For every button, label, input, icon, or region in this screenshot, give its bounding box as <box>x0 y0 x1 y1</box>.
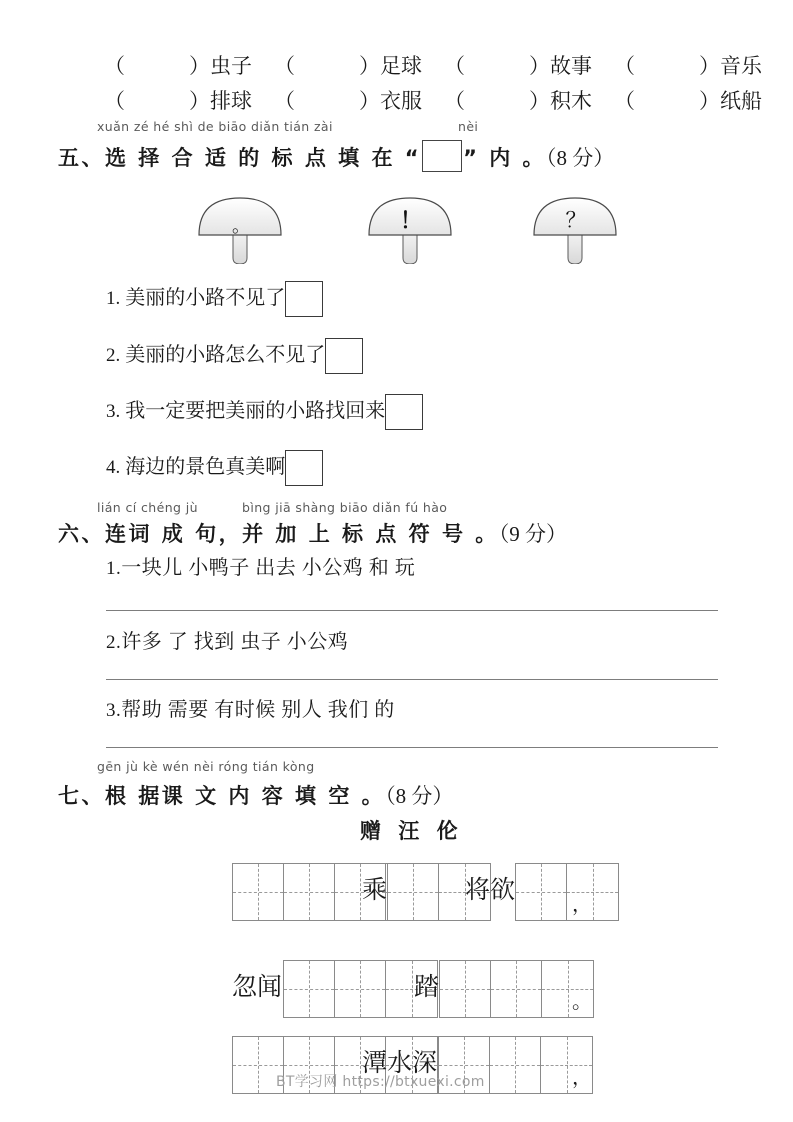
punctuation-sentence-1 <box>106 281 323 317</box>
answer-box[interactable] <box>325 338 363 374</box>
poem-cell[interactable] <box>388 864 439 920</box>
paren-open: （ <box>614 89 635 113</box>
poem-cell[interactable] <box>491 961 542 1017</box>
poem-word-cheng: 乘 <box>362 877 388 904</box>
section6-score: （9 分） <box>498 522 568 546</box>
item-number: 2. <box>106 345 121 366</box>
mushroom-mark-period: 。 <box>232 216 250 236</box>
sentence-text: 美丽的小路怎么不见了 <box>125 344 326 366</box>
poem-punctuation-3: ， <box>572 1067 592 1089</box>
paren-close: ） <box>359 89 380 113</box>
bracket-word: 音乐 <box>720 54 762 78</box>
watermark: BT学习网 https://btxuexi.com <box>276 1074 485 1090</box>
paren-close: ） <box>699 89 720 113</box>
bracket-pair <box>444 50 592 80</box>
mushroom-mark-exclamation: ！ <box>399 208 422 233</box>
poem-cell[interactable] <box>284 961 335 1017</box>
section6-pinyin-left: lián cí chéng jù <box>97 500 198 515</box>
bracket-word: 衣服 <box>380 89 422 113</box>
poem-title: 赠 汪 伦 <box>360 819 463 843</box>
sentence-text: 美丽的小路不见了 <box>125 287 286 309</box>
answer-line-2[interactable] <box>106 679 718 680</box>
bracket-row-2 <box>104 85 764 115</box>
section5-inline-answer-box[interactable] <box>422 140 462 172</box>
answer-box[interactable] <box>285 450 323 486</box>
item-number: 4. <box>106 457 121 478</box>
word-order-item-1 <box>106 551 415 580</box>
sentence-text: 我一定要把美丽的小路找回来 <box>125 400 386 422</box>
item-number: 2. <box>106 632 122 653</box>
paren-open: （ <box>274 89 295 113</box>
bracket-pair <box>614 85 762 115</box>
item-number: 1. <box>106 558 122 579</box>
paren-close: ） <box>529 89 550 113</box>
item-number: 3. <box>106 700 122 721</box>
bracket-blank[interactable] <box>635 54 699 79</box>
bracket-pair <box>274 85 422 115</box>
bracket-blank[interactable] <box>125 54 189 79</box>
bracket-word: 虫子 <box>210 54 252 78</box>
bracket-blank[interactable] <box>465 54 529 79</box>
paren-open: （ <box>274 54 295 78</box>
mushroom-mark-question: ？ <box>565 208 587 232</box>
word-list: 一块儿 小鸭子 出去 小公鸡 和 玩 <box>121 557 416 579</box>
sentence-text: 海边的景色真美啊 <box>125 456 286 478</box>
section5-pinyin-left: xuǎn zé hé shì de biāo diǎn tián zài <box>97 119 333 134</box>
paren-open: （ <box>444 54 465 78</box>
bracket-blank[interactable] <box>295 89 359 114</box>
poem-cell[interactable] <box>233 864 284 920</box>
section5-score: （8 分） <box>546 146 615 170</box>
bracket-word: 纸船 <box>720 89 762 113</box>
bracket-blank[interactable] <box>295 54 359 79</box>
section7-number: 七、 <box>58 784 105 808</box>
paren-open: （ <box>614 54 635 78</box>
mushroom-exclamation <box>363 190 459 264</box>
poem-cell[interactable] <box>516 864 567 920</box>
section5-heading <box>58 140 614 172</box>
paren-close: ） <box>699 54 720 78</box>
bracket-blank[interactable] <box>465 89 529 114</box>
bracket-pair <box>614 50 762 80</box>
word-list: 帮助 需要 有时候 别人 我们 的 <box>121 699 395 721</box>
poem-word-ta: 踏 <box>414 974 440 1001</box>
section6-title: 连词 成 句，并 加 上 标 点 符 号 。 <box>105 522 499 546</box>
poem-word-jiangyu: 将欲 <box>465 877 516 904</box>
poem-word-tanshuishen: 潭水深 <box>362 1050 438 1077</box>
item-number: 3. <box>106 401 121 422</box>
poem-punctuation-1: ， <box>572 894 592 916</box>
bracket-pair <box>104 85 252 115</box>
section7-pinyin: gēn jù kè wén nèi róng tián kòng <box>97 759 315 774</box>
mushroom-period <box>193 190 289 264</box>
section6-heading <box>58 518 567 548</box>
bracket-word: 足球 <box>380 54 422 78</box>
paren-close: ） <box>189 54 210 78</box>
paren-close: ） <box>189 89 210 113</box>
poem-grid-1c[interactable] <box>515 863 619 921</box>
section5-pinyin-right: nèi <box>458 119 479 134</box>
answer-box[interactable] <box>385 394 423 430</box>
paren-close: ） <box>529 54 550 78</box>
word-order-item-2 <box>106 625 348 654</box>
answer-line-3[interactable] <box>106 747 718 748</box>
section6-pinyin-right: bìng jiā shàng biāo diǎn fú hào <box>242 500 448 515</box>
bracket-pair <box>274 50 422 80</box>
section5-number: 五、 <box>58 146 105 170</box>
punctuation-sentence-4 <box>106 450 323 486</box>
section5-title-before: 选 择 合 适 的 标 点 填 在 “ <box>105 146 422 170</box>
punctuation-sentence-2 <box>106 338 363 374</box>
section7-title: 根 据课 文 内 容 填 空 。 <box>105 784 386 808</box>
word-order-item-3 <box>106 693 395 722</box>
section5-title-after: ” 内 。 <box>463 146 547 170</box>
bracket-row-1 <box>104 50 764 80</box>
bracket-word: 故事 <box>550 54 592 78</box>
bracket-pair <box>104 50 252 80</box>
bracket-blank[interactable] <box>125 89 189 114</box>
word-list: 许多 了 找到 虫子 小公鸡 <box>121 631 349 653</box>
poem-cell[interactable] <box>284 864 335 920</box>
bracket-pair <box>444 85 592 115</box>
poem-grid-2b[interactable] <box>439 960 594 1018</box>
bracket-word: 排球 <box>210 89 252 113</box>
bracket-blank[interactable] <box>635 89 699 114</box>
section7-heading <box>58 780 453 810</box>
bracket-word: 积木 <box>550 89 592 113</box>
paren-open: （ <box>444 89 465 113</box>
poem-cell[interactable] <box>490 1037 541 1093</box>
paren-open: （ <box>104 54 125 78</box>
paren-open: （ <box>104 89 125 113</box>
section6-number: 六、 <box>58 522 105 546</box>
poem-word-huwen: 忽闻 <box>232 974 283 1001</box>
poem-cell[interactable] <box>440 961 491 1017</box>
mushroom-question <box>528 190 624 264</box>
section7-score: （8 分） <box>385 784 454 808</box>
poem-cell[interactable] <box>335 961 386 1017</box>
paren-close: ） <box>359 54 380 78</box>
answer-box[interactable] <box>285 281 323 317</box>
item-number: 1. <box>106 288 121 309</box>
answer-line-1[interactable] <box>106 610 718 611</box>
poem-punctuation-2: 。 <box>572 991 592 1013</box>
punctuation-sentence-3 <box>106 394 423 430</box>
